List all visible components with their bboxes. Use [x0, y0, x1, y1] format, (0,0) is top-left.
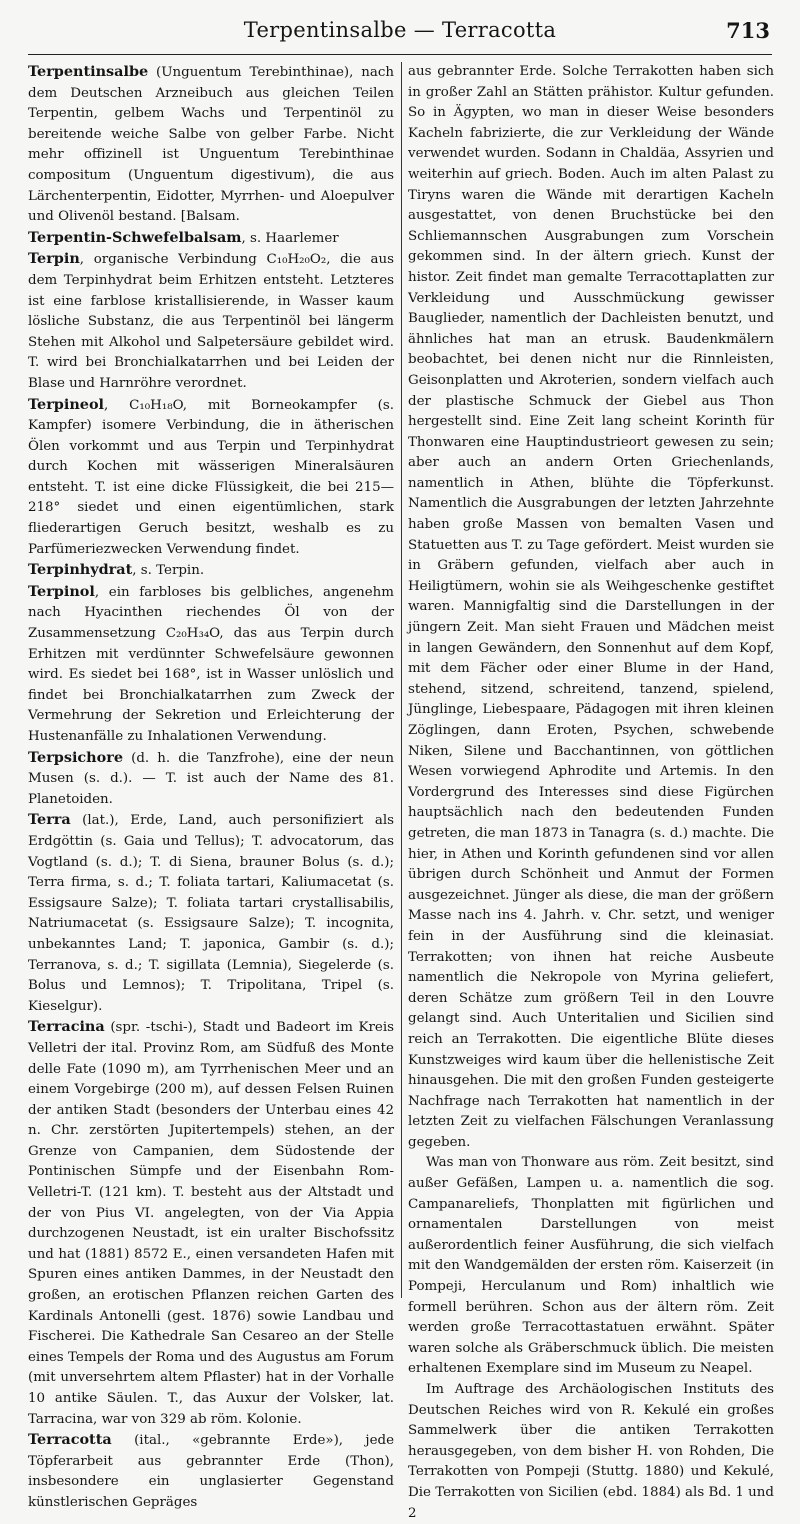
entry-paragraph: aus gebrannter Erde. Solche Terrakotten haben sich in großer Zahl an Stätten prähistor. Kultur gefunden. So in Ägypten, wo man in dieser Weise besonders Kacheln fabrizierte, die zur Verkleidung der Wände verwendet wurden. Sodann in Chaldäa, Assyrien und weiterhin auf griech. Boden. Auch im alten Palast zu Tiryns waren die Wände mit derartigen Kacheln ausgestattet, von denen Bruchstücke bei den Schliemannschen Ausgrabungen zum Vorschein gekommen sind. In der ältern griech. Kunst der histor. Zeit findet man gemalte Terracottaplatten zur Verkleidung und Ausschmückung gewisser Bauglieder, namentlich der Dachleisten benutzt, und ähnliches hat man an etrusk. Baudenkmälern beobachtet, bei denen nicht nur die Rinnleisten, Geisonplatten und Akroterien, sondern vielfach auch der plastische Schmuck der Giebel aus Thon hergestellt sind. Eine Zeit lang scheint Korinth für Thonwaren eine Hauptindustrieort gewesen zu sein; aber auch an andern Orten Griechenlands, namentlich in Athen, blühte die Töpferkunst. Namentlich die Ausgrabungen der letzten Jahrzehnte haben große Massen von bemalten Vasen und Statuetten aus T. zu Tage gefördert. Meist wurden sie in Gräbern gefunden, vielfach aber auch in Heiligtümern, wohin sie als Weihgeschenke gestiftet waren. Mannigfaltig sind die Darstellungen in der jüngern Zeit. Man sieht Frauen und Mädchen meist in langen Gewändern, den Sonnenhut auf dem Kopf, mit dem Fächer oder einer Blume in der Hand, stehend, sitzend, schreitend, tanzend, spielend, Jünglinge, Liebespaare, Pädagogen mit ihren kleinen Zöglingen, dann Eroten, Psychen, schwebende Niken, Silene und Bacchantinnen, von göttlichen Wesen vorwiegend Aphrodite und Artemis. In den Vordergrund des Interesses sind diese Figürchen hauptsächlich nach den bedeutenden Funden getreten, die man 1873 in Tanagra (s. d.) machte. Die hier, in Athen und Korinth gefundenen sind vor allen übrigen durch Schönheit und Anmut der Formen ausgezeichnet. Jünger als diese, die man der größern Masse nach ins 4. Jahrh. v. Chr. setzt, und weniger fein in der Ausführung sind die kleinasiat. Terrakotten; von ihnen hat reiche Ausbeute namentlich die Nekropole von Myrina geliefert, deren Schätze zum größern Teil in den Louvre gelangt sind. Auch Unteritalien und Sicilien sind reich an Terrakotten. Die eigentliche Blüte dieses Kunstzweiges wird kaum über die hellenistische Zeit hinausgehen. Die mit den großen Funden gesteigerte Nachfrage nach Terrakotten hat namentlich in der letzten Zeit zu vielfachen Fälschungen Veranlassung gegeben. [408, 64, 774, 1150]
entry-paragraph: Im Auftrage des Archäologischen Instituts des Deutschen Reiches wird von R. Kekulé ein großes Sammelwerk über die antiken Terrakotten herausgegeben, von dem bisher H. von Rohden, Die Terrakotten von Pompeji (Stuttg. 1880) und Kekulé, Die Terrakotten von Sicilien (ebd. 1884) als Bd. 1 und 2 [408, 1382, 774, 1521]
dictionary-entry [28, 1017, 394, 1430]
entry-text: (lat.), Erde, Land, auch personifiziert als Erdgöttin (s. Gaia und Tellus); T. advocatorum, das Vogtland (s. d.); T. di Siena, brauner Bolus (s. d.); Terra firma, s. d.; T. foliata tartari, Kaliumacetat (s. Essigsaure Salze); T. foliata tartari crystallisabilis, Natriumacetat (s. Essigsaure Salze); T. incognita, unbekanntes Land; T. japonica, Gambir (s. d.); Terranova, s. d.; T. sigillata (Lemnia), Siegelerde (s. Bolus und Lemnos); T. Tripolitana, Tripel (s. Kieselgur). [28, 813, 394, 1014]
dictionary-entry [28, 249, 394, 394]
column-divider [401, 62, 402, 1298]
dictionary-entry [28, 1430, 394, 1513]
entry-text: (spr. -tschi-), Stadt und Badeort im Kreis Velletri der ital. Provinz Rom, am Südfuß des Monte delle Fate (1090 m), am Tyrrhenischen Meer und an einem Vorgebirge (200 m), auf dessen Felsen Ruinen der antiken Stadt (besonders der Unterbau eines 42 n. Chr. zerstörten Jupitertempels) stehen, an der Grenze von Campanien, dem Südostende der Pontinischen Sümpfe und der Eisenbahn Rom-Velletri-T. (121 km). T. besteht aus der Altstadt und der von Pius VI. angelegten, von der Via Appia durchzogenen Neustadt, ist ein uralter Bischofssitz und hat (1881) 8572 E., einen versandeten Hafen mit Spuren eines antiken Dammes, in der Neustadt den großen, an erotischen Pflanzen reichen Garten des Kardinals Antonelli (gest. 1876) sowie Landbau und Fischerei. Die Kathedrale San Cesareo an der Stelle eines Tempels der Roma und des Augustus am Forum (mit unversehrtem altem Pflaster) hat in der Vorhalle 10 antike Säulen. T., das Auxur der Volsker, lat. Tarracina, war von 329 ab röm. Kolonie. [28, 1020, 394, 1427]
entry-headword: Terpentinsalbe [28, 63, 149, 80]
entry-headword: Terracotta [28, 1431, 112, 1449]
page-number: 713 [726, 18, 770, 43]
entry-headword: Terpin [28, 250, 80, 268]
entry-headword: Terra [28, 811, 71, 829]
dictionary-entry [28, 228, 394, 250]
dictionary-entry [28, 582, 394, 748]
dictionary-entry [28, 810, 394, 1017]
entry-text: , C₁₀H₁₈O, mit Borneokampfer (s. Kampfer) isomere Verbindung, die in ätherischen Ölen vorkommt und aus Terpin und Terpinhydrat durch Kochen mit wässerigen Mineralsäuren entsteht. T. ist eine dicke Flüssigkeit, die bei 215—218° siedet und einen eigentümlichen, stark fliederartigen Geruch besitzt, weshalb es zu Parfümeriezwecken Verwendung findet. [28, 397, 394, 557]
entry-text: , s. Haarlemer [241, 230, 339, 246]
text-columns [28, 62, 774, 1521]
entry-headword: Terpineol [28, 395, 105, 413]
dictionary-entry [28, 748, 394, 811]
entry-text: , s. Terpin. [132, 563, 205, 579]
entry-text: , organische Verbindung C₁₀H₂₀O₂, die aus dem Terpinhydrat beim Erhitzen entsteht. Letzteres ist eine farblose kristallisierende, in Wasser kaum lösliche Substanz, die aus Terpentinöl bei längerm Stehen mit Alkohol und Salpetersäure gebildet wird. T. wird bei Bronchialkatarrhen und bei Leiden der Blase und Harnröhre verordnet. [28, 252, 394, 391]
right-column [408, 62, 774, 1521]
entry-headword: Terpentin-Schwefelbalsam [28, 228, 242, 246]
left-column [28, 62, 394, 1510]
dictionary-entry [28, 62, 394, 228]
entry-text: (Unguentum Terebinthinae), nach dem Deutschen Arzneibuch aus gleichen Teilen Terpentin, gelbem Wachs und Terpentinöl zu bereitende weiche Salbe von gelber Farbe. Nicht mehr offizinell ist Unguentum Terebinthinae compositum (Unguentum digestivum), die aus Lärchenterpentin, Eidotter, Myrrhen- und Aloepulver und Olivenöl bestand. [Balsam. [28, 65, 394, 225]
entry-paragraph: Was man von Thonware aus röm. Zeit besitzt, sind außer Gefäßen, Lampen u. a. namentlich die sog. Campanareliefs, Thonplatten mit figürlichen und ornamentalen Darstellungen von meist außerordentlich feiner Ausführung, die sich vielfach mit den Wandgemälden der ersten röm. Kaiserzeit (in Pompeji, Herculanum und Rom) inhaltlich wie formell berühren. Schon aus der ältern röm. Zeit werden große Terracottastatuen erwähnt. Später waren solche als Gräberschmuck üblich. Die meisten erhaltenen Exemplare sind im Museum zu Neapel. [408, 1155, 774, 1377]
entry-headword: Terpsichore [28, 748, 123, 766]
page-header [28, 8, 772, 55]
entry-headword: Terpinhydrat [28, 561, 133, 579]
entry-text: , ein farbloses bis gelbliches, angenehm nach Hyacinthen riechendes Öl von der Zusammensetzung C₂₀H₃₄O, das aus Terpin durch Erhitzen mit verdünnter Schwefelsäure gewonnen wird. Es siedet bei 168°, ist in Wasser unlöslich und findet bei Bronchialkatarrhen zum Zweck der Vermehrung der Sekretion und Erleichterung der Hustenanfälle zu Inhalationen Verwendung. [28, 584, 394, 744]
running-title: Terpentinsalbe — Terracotta [243, 18, 557, 42]
entry-headword: Terracina [28, 1018, 105, 1036]
entry-text: (ital., «gebrannte Erde»), jede Töpferarbeit aus gebrannter Erde (Thon), insbesondere ein unglasierter Gegenstand künstlerischen Gepräges [28, 1433, 394, 1510]
entry-headword: Terpinol [28, 582, 95, 600]
dictionary-entry [28, 395, 394, 561]
dictionary-entry [28, 560, 394, 582]
entry-text: (d. h. die Tanzfrohe), eine der neun Musen (s. d.). — T. ist auch der Name des 81. Planetoiden. [28, 750, 394, 807]
